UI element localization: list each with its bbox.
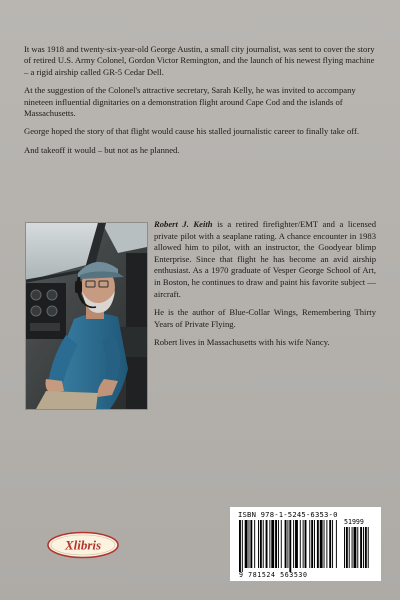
barcode-bar xyxy=(278,520,279,568)
barcode-bar xyxy=(249,520,250,568)
synopsis-paragraph: And takeoff it would – but not as he planned. xyxy=(24,144,180,155)
isbn-barcode xyxy=(230,507,381,581)
barcode-bar xyxy=(258,520,259,568)
barcode-bar xyxy=(250,520,252,568)
barcode-bar xyxy=(293,520,294,568)
barcode-bar xyxy=(326,520,327,568)
addon-bar xyxy=(354,527,357,568)
publisher-logo xyxy=(46,531,120,559)
barcode-bar xyxy=(300,520,301,568)
barcode-bar xyxy=(303,520,304,568)
barcode-bar xyxy=(287,520,288,568)
author-bio-text: is a retired firefighter/EMT and a licensed private pilot with a seaplane rating. A chance encounter in 1983 allowed him to pilot, with an instructor, the Goodyear blimp Enterprise. Since that flight he has become an avid airship enthusiast. As a 1970 graduate of Vesper George School of Art, in Boston, he continues to draw and paint his favorite subject — aircraft. xyxy=(154,219,377,299)
author-bio xyxy=(154,219,376,356)
barcode-bar xyxy=(332,520,333,568)
barcode-bar xyxy=(311,520,313,568)
addon-bar xyxy=(346,527,348,568)
barcode-bar xyxy=(289,520,291,572)
barcode-bar xyxy=(317,520,319,568)
barcode-bar xyxy=(281,520,282,568)
barcode-bar xyxy=(254,520,255,568)
barcode-bar xyxy=(275,520,277,568)
author-photo-image xyxy=(26,223,147,409)
addon-bar xyxy=(344,527,345,568)
ean-number: 9 781524 563530 xyxy=(239,571,308,579)
barcode-bar xyxy=(285,520,287,568)
isbn-label: ISBN 978-1-5245-6353-0 xyxy=(238,510,338,519)
barcode-bar xyxy=(245,520,248,568)
barcode-bar xyxy=(305,520,307,568)
author-bio-paragraph: Robert lives in Massachusetts with his wife Nancy. xyxy=(154,337,330,348)
author-bio-paragraph xyxy=(154,219,376,300)
barcode-bar xyxy=(239,520,241,572)
synopsis-paragraph: At the suggestion of the Colonel's attractive secretary, Sarah Kelly, he was invited to accompany nineteen influential dignitaries on a demonstration flight around Cape Cod and the islands of Massachusetts. xyxy=(24,85,356,119)
synopsis-paragraph: George hoped the story of that flight would cause his stalled journalistic career to finally take off. xyxy=(24,126,359,137)
barcode-bar xyxy=(309,520,310,568)
barcode-bar xyxy=(320,520,323,568)
barcode-bar xyxy=(263,520,264,568)
addon-bar xyxy=(352,527,353,568)
addon-bar xyxy=(357,527,358,568)
barcode-bar xyxy=(295,520,298,568)
barcode-bar xyxy=(324,520,325,568)
barcode-bar xyxy=(271,520,274,568)
price-code: 51999 xyxy=(344,518,364,526)
barcode-bar xyxy=(329,520,331,568)
barcode-bar xyxy=(260,520,262,568)
publisher-logo-text: Xlibris xyxy=(64,537,102,553)
addon-bar xyxy=(363,527,364,568)
barcode-bar xyxy=(269,520,270,568)
barcode-bar xyxy=(242,520,243,572)
addon-bar xyxy=(368,527,369,568)
barcode-bar xyxy=(314,520,315,568)
addon-bar xyxy=(349,527,350,568)
barcode-bar xyxy=(336,520,337,568)
synopsis-paragraph: It was 1918 and twenty-six-year-old George Austin, a small city journalist, was sent to cover the story of retired U.S. Army Colonel, Gordon Victor Remington, and the launch of his newest flying machine – a rigid airship called GR-5 Cedar Dell. xyxy=(24,44,375,77)
author-bio-paragraph: He is the author of Blue-Collar Wings, Remembering Thirty Years of Private Flying. xyxy=(154,307,376,329)
addon-bar xyxy=(365,527,367,568)
addon-bar xyxy=(360,527,362,568)
synopsis xyxy=(24,44,376,163)
author-name: Robert J. Keith xyxy=(154,219,213,229)
author-photo xyxy=(25,222,148,410)
barcode-bar xyxy=(266,520,268,568)
